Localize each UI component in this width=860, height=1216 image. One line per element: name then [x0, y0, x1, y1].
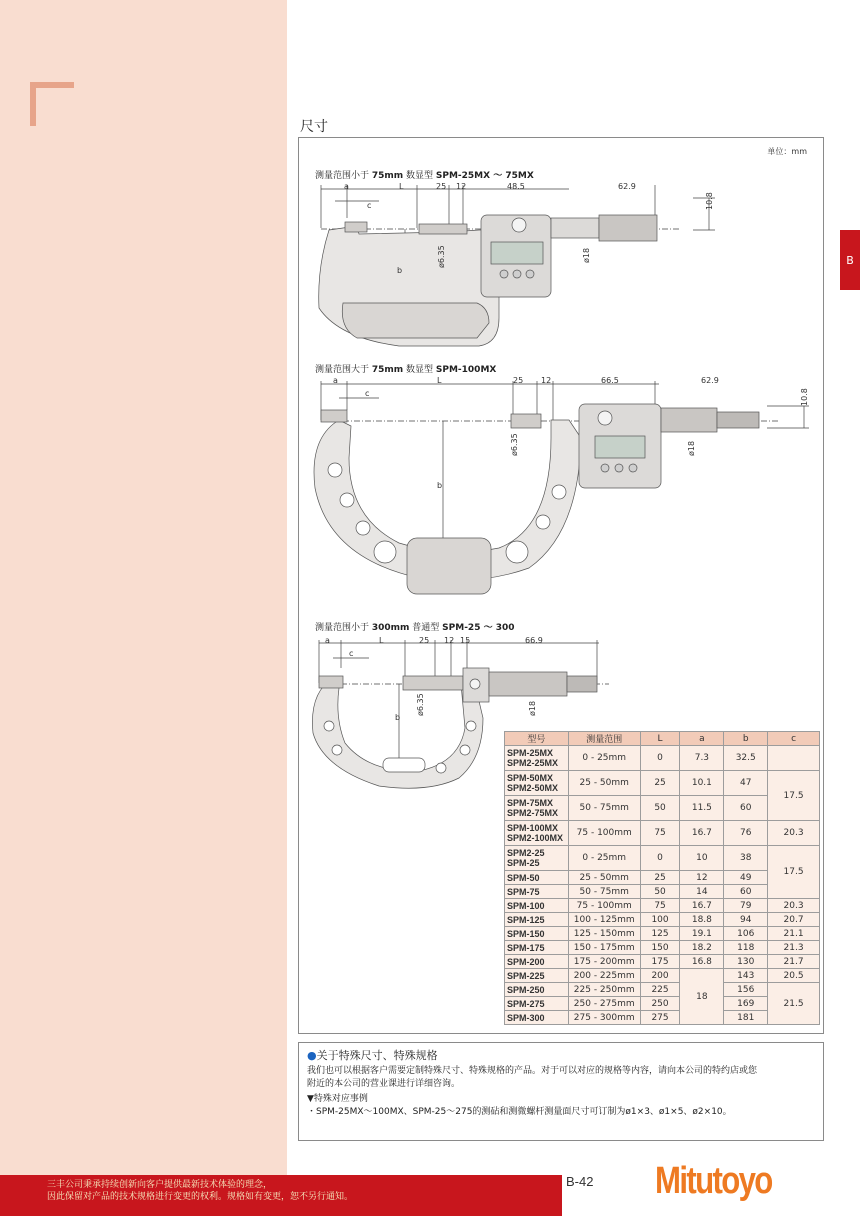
fig3-dim-15: 15: [460, 636, 471, 645]
fig1-dim-629: 62.9: [618, 182, 636, 191]
fig2-dim-b: b: [437, 481, 443, 490]
table-row: SPM2-25 SPM-25 0 - 25mm 0 10 38 17.5: [505, 846, 820, 871]
fig2-dim-L: L: [437, 376, 442, 385]
fig2-dim-c: c: [365, 389, 370, 398]
figure-1-caption: 测量范围小于 75mm 数显型 SPM-25MX ～ 75MX: [315, 171, 534, 181]
col-a: a: [680, 732, 724, 746]
fig1-dim-phi18: ø18: [582, 247, 591, 263]
fig1-dim-485: 48.5: [507, 182, 525, 191]
corner-bracket-icon: [30, 82, 74, 126]
bullet-dot-icon: ●: [307, 1049, 317, 1062]
fig3-dim-phi18: ø18: [528, 700, 537, 716]
spec-table: [504, 731, 820, 1025]
dimensions-frame: [298, 137, 824, 1034]
fig2-dim-629: 62.9: [701, 376, 719, 385]
unit-label: 单位：mm: [767, 147, 807, 156]
note-body-line1: 我们也可以根据客户需要定制特殊尺寸、特殊规格的产品。对于可以对应的规格等内容，请向本公司的特约店或您: [307, 1066, 758, 1076]
note-title: ●关于特殊尺寸、特殊规格: [307, 1049, 438, 1062]
chapter-tab: B: [840, 230, 860, 290]
table-row: SPM-100MX SPM2-100MX 75 - 100mm 75 16.7 76 20.3: [505, 821, 820, 846]
page-number: B-42: [566, 1174, 594, 1189]
fig2-dim-108: 10.8: [800, 388, 809, 406]
fig2-dim-12: 12: [541, 376, 552, 385]
table-header-row: [505, 732, 820, 746]
table-row: SPM-125 100 - 125mm 100 18.8 94 20.7: [505, 913, 820, 927]
table-row: SPM-50 25 - 50mm 25 12 49: [505, 871, 820, 885]
fig2-dim-665: 66.5: [601, 376, 619, 385]
footer-line2: 因此保留对产品的技术规格进行变更的权利。规格如有变更，恕不另行通知。: [47, 1192, 354, 1202]
col-b: b: [724, 732, 768, 746]
table-row: SPM-100 75 - 100mm 75 16.7 79 20.3: [505, 899, 820, 913]
table-row: SPM-275 250 - 275mm 250 169: [505, 997, 820, 1011]
fig3-dim-a: a: [325, 636, 330, 645]
fig1-dim-phi635: ø6.35: [437, 245, 446, 268]
fig2-dim-a: a: [333, 376, 338, 385]
table-row: SPM-300 275 - 300mm 275 181: [505, 1011, 820, 1025]
table-row: SPM-250 225 - 250mm 225 156 21.5: [505, 983, 820, 997]
fig3-dim-669: 66.9: [525, 636, 543, 645]
special-spec-note: [298, 1042, 824, 1141]
col-range: 测量范围: [568, 732, 640, 746]
table-row: SPM-25MX SPM2-25MX 0 - 25mm 0 7.3 32.5: [505, 746, 820, 771]
table-row: SPM-150 125 - 150mm 125 19.1 106 21.1: [505, 927, 820, 941]
table-row: SPM-50MX SPM2-50MX 25 - 50mm 25 10.1 47 17.5: [505, 771, 820, 796]
section-title: 尺寸: [300, 119, 328, 135]
fig3-dim-b: b: [395, 713, 401, 722]
fig3-dim-25: 25: [419, 636, 430, 645]
mitutoyo-logo: Mitutoyo: [655, 1160, 772, 1202]
fig1-dim-12: 12: [456, 182, 467, 191]
fig1-dim-c: c: [367, 201, 372, 210]
col-model: 型号: [505, 732, 569, 746]
figure-1-drawing: [319, 185, 715, 346]
note-body-line2: 附近的本公司的营业课进行详细咨询。: [307, 1079, 461, 1089]
fig2-dim-25: 25: [513, 376, 524, 385]
left-decorative-band: [0, 0, 287, 1175]
fig3-dim-c: c: [349, 649, 354, 658]
figure-3-caption: 测量范围小于 300mm 普通型 SPM-25 ～ 300: [315, 623, 515, 633]
table-row: SPM-200 175 - 200mm 175 16.8 130 21.7: [505, 955, 820, 969]
fig1-dim-a: a: [344, 182, 349, 191]
figure-2-drawing: [314, 381, 809, 594]
fig1-dim-108: 10.8: [705, 192, 714, 210]
fig2-dim-phi18: ø18: [687, 440, 696, 456]
fig3-dim-L: L: [379, 636, 384, 645]
footer-line1: 三丰公司秉承持续创新向客户提供最新技术体验的理念，: [47, 1180, 273, 1190]
table-row: SPM-225 200 - 225mm 200 18 143 20.5: [505, 969, 820, 983]
table-row: SPM-75MX SPM2-75MX 50 - 75mm 50 11.5 60: [505, 796, 820, 821]
note-example: ・SPM-25MX～100MX、SPM-25～275的测砧和测微螺杆测量面尺寸可订制为ø1×3、ø1×5、ø2×10。: [307, 1107, 732, 1117]
footer-bar: [0, 1175, 562, 1216]
fig1-dim-25: 25: [436, 182, 447, 191]
col-L: L: [640, 732, 680, 746]
col-c: c: [768, 732, 820, 746]
fig3-dim-phi635: ø6.35: [416, 693, 425, 716]
fig1-dim-b: b: [397, 266, 403, 275]
fig1-dim-L: L: [399, 182, 404, 191]
figure-2-caption: 测量范围大于 75mm 数显型 SPM-100MX: [315, 365, 497, 375]
table-row: SPM-175 150 - 175mm 150 18.2 118 21.3: [505, 941, 820, 955]
fig2-dim-phi635: ø6.35: [510, 433, 519, 456]
table-row: SPM-75 50 - 75mm 50 14 60: [505, 885, 820, 899]
note-subtitle: ▼特殊对应事例: [307, 1094, 368, 1104]
fig3-dim-12: 12: [444, 636, 455, 645]
